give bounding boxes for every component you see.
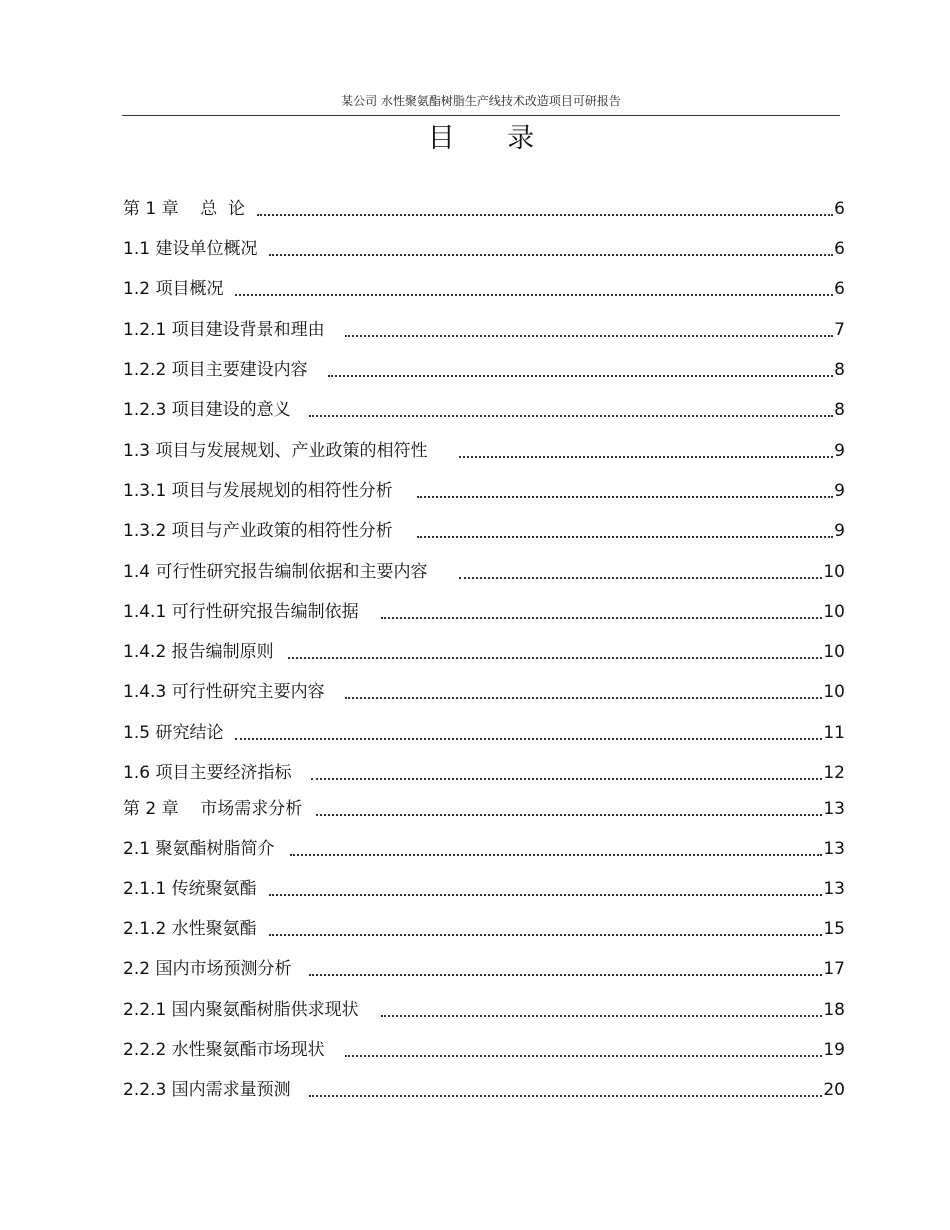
running-header: 某公司 水性聚氨酯树脂生产线技术改造项目可研报告: [341, 94, 621, 108]
toc-entry-page: 10: [823, 602, 845, 622]
toc-entry-label: 1.3.1 项目与发展规划的相符性分析: [123, 481, 393, 501]
toc-entry[interactable]: [123, 996, 845, 1024]
toc-entry[interactable]: [123, 235, 845, 263]
toc-entry[interactable]: [123, 356, 845, 384]
toc-leader-dots: [290, 854, 822, 856]
toc-entry-label: 1.4.1 可行性研究报告编制依据: [123, 602, 359, 622]
toc-entry[interactable]: [123, 598, 845, 626]
toc-leader-dots: [345, 697, 823, 699]
toc-leader-dots: [309, 1095, 823, 1097]
toc-entry-label: 1.4 可行性研究报告编制依据和主要内容: [123, 562, 428, 582]
toc-entry-label: 2.2.2 水性聚氨酯市场现状: [123, 1040, 325, 1060]
toc-entry[interactable]: [123, 396, 845, 424]
toc-entry-label: 1.6 项目主要经济指标: [123, 763, 292, 783]
toc-leader-dots: [257, 214, 833, 216]
toc-entry-page: 19: [823, 1040, 845, 1060]
toc-entry[interactable]: [123, 558, 845, 586]
toc-entry[interactable]: [123, 719, 845, 747]
toc-entry-page: 9: [834, 521, 845, 541]
toc-entry[interactable]: [123, 835, 845, 863]
toc-entry[interactable]: [123, 638, 845, 666]
toc-entry-page: 10: [823, 682, 845, 702]
toc-entry-label: 1.5 研究结论: [123, 723, 224, 743]
toc-leader-dots: [235, 738, 822, 740]
toc-entry-page: 18: [823, 1000, 845, 1020]
toc-leader-dots: [459, 577, 822, 579]
toc-entry[interactable]: [123, 875, 845, 903]
toc-entry-label: 第 2 章 市场需求分析: [123, 799, 303, 819]
toc-entry-page: 11: [823, 723, 845, 743]
toc-entry-page: 13: [823, 879, 845, 899]
toc-entry[interactable]: [123, 1076, 845, 1104]
toc-entry-label: 2.2.1 国内聚氨酯树脂供求现状: [123, 1000, 359, 1020]
toc-entry[interactable]: [123, 795, 845, 823]
toc-entry-label: 1.2.3 项目建设的意义: [123, 400, 291, 420]
toc-entry-label: 2.1.2 水性聚氨酯: [123, 919, 257, 939]
toc-entry[interactable]: [123, 275, 845, 303]
toc-entry[interactable]: [123, 316, 845, 344]
toc-leader-dots: [309, 415, 834, 417]
toc-entry[interactable]: [123, 759, 845, 787]
toc-entry-page: 12: [823, 763, 845, 783]
toc-entry[interactable]: [123, 517, 845, 545]
toc-entry[interactable]: [123, 437, 845, 465]
toc-leader-dots: [381, 617, 823, 619]
toc-entry-page: 8: [834, 400, 845, 420]
toc-entry[interactable]: [123, 195, 845, 223]
toc-entry-label: 2.1 聚氨酯树脂简介: [123, 839, 275, 859]
toc-leader-dots: [345, 335, 834, 337]
toc-entry[interactable]: [123, 955, 845, 983]
toc-entry-page: 9: [834, 441, 845, 461]
toc-entry-page: 10: [823, 562, 845, 582]
toc-entry-page: 13: [823, 799, 845, 819]
toc-entry-label: 1.2.2 项目主要建设内容: [123, 360, 308, 380]
toc-leader-dots: [269, 934, 823, 936]
toc-entry-page: 20: [823, 1080, 845, 1100]
toc-entry-label: 1.2.1 项目建设背景和理由: [123, 320, 325, 340]
toc-leader-dots: [345, 1055, 823, 1057]
toc-entry-label: 第 1 章 总 论: [123, 199, 246, 219]
toc-leader-dots: [417, 536, 834, 538]
toc-entry-label: 1.4.2 报告编制原则: [123, 642, 274, 662]
toc-entry-label: 1.3.2 项目与产业政策的相符性分析: [123, 521, 393, 541]
toc-leader-dots: [309, 974, 822, 976]
toc-entry-label: 1.4.3 可行性研究主要内容: [123, 682, 325, 702]
toc-entry-page: 9: [834, 481, 845, 501]
page-title: 目 录: [427, 123, 557, 154]
toc-entry-page: 6: [834, 239, 845, 259]
toc-leader-dots: [417, 496, 834, 498]
toc-entry-page: 15: [823, 919, 845, 939]
toc-entry[interactable]: [123, 477, 845, 505]
toc-entry[interactable]: [123, 915, 845, 943]
toc-entry-page: 13: [823, 839, 845, 859]
toc-entry-page: 10: [823, 642, 845, 662]
toc-entry-label: 1.2 项目概况: [123, 279, 224, 299]
toc-entry-label: 2.2.3 国内需求量预测: [123, 1080, 291, 1100]
toc-entry-page: 7: [834, 320, 845, 340]
toc-entry-page: 6: [834, 199, 845, 219]
toc-entry-label: 1.3 项目与发展规划、产业政策的相符性: [123, 441, 428, 461]
toc-leader-dots: [269, 254, 833, 256]
toc-leader-dots: [311, 778, 822, 780]
toc-entry-page: 17: [823, 959, 845, 979]
toc-leader-dots: [459, 456, 833, 458]
toc-entry-label: 2.2 国内市场预测分析: [123, 959, 292, 979]
toc-entry-page: 6: [834, 279, 845, 299]
toc-entry-page: 8: [834, 360, 845, 380]
toc-leader-dots: [235, 294, 833, 296]
toc-leader-dots: [381, 1015, 823, 1017]
toc-entry[interactable]: [123, 678, 845, 706]
toc-leader-dots: [328, 375, 834, 377]
toc-entry-label: 1.1 建设单位概况: [123, 239, 258, 259]
toc-leader-dots: [316, 814, 822, 816]
toc-leader-dots: [288, 657, 823, 659]
toc-entry-label: 2.1.1 传统聚氨酯: [123, 879, 257, 899]
toc-entry[interactable]: [123, 1036, 845, 1064]
toc-leader-dots: [269, 894, 823, 896]
